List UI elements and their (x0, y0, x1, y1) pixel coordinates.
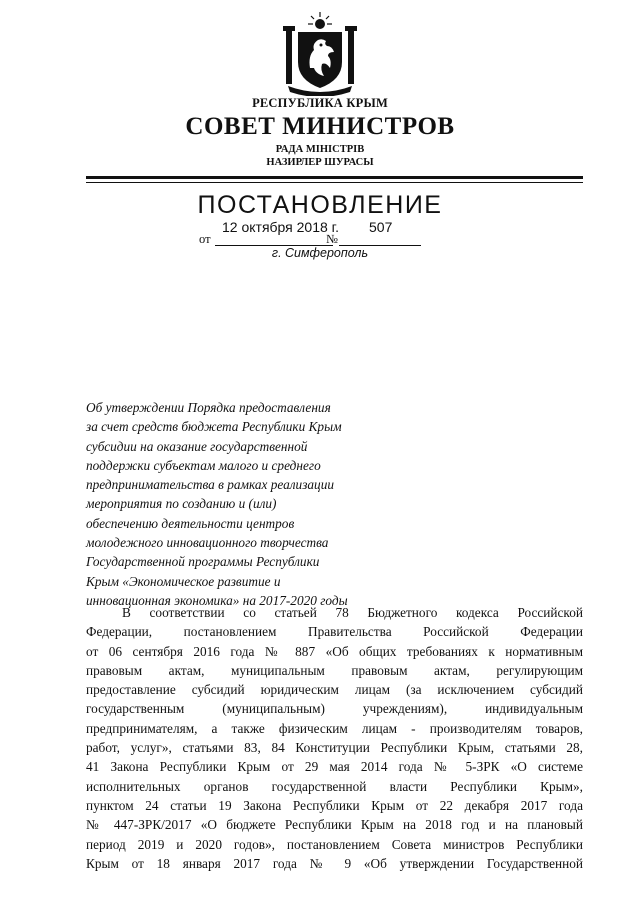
coat-of-arms-icon (270, 10, 370, 96)
document-type: ПОСТАНОВЛЕНИЕ (197, 191, 443, 219)
body-line: предоставление субсидий юридическим лицам (за исключением субсидий (86, 682, 583, 698)
decree-body (86, 603, 583, 873)
body-line: Крым от 18 января 2017 года № 9 «Об утверждении Государственной (86, 855, 583, 871)
header-divider-thin (86, 182, 583, 183)
title-line: поддержки субъектам малого и среднего (86, 457, 321, 473)
council-title-ukrainian: РАДА МІНІСТРІВ (275, 144, 365, 155)
body-line: № 447-ЗРК/2017 «О бюджете Республики Крым на 2018 год и на плановый (86, 817, 583, 833)
decree-title (86, 398, 406, 610)
title-line: за счет средств бюджета Республики Крым (86, 419, 342, 435)
title-line: мероприятия по созданию и (или) (86, 496, 277, 512)
body-line: В соответствии со статьей 78 Бюджетного кодекса Российской (122, 605, 583, 620)
republic-name: РЕСПУБЛИКА КРЫМ (252, 96, 388, 110)
council-title: СОВЕТ МИНИСТРОВ (185, 113, 455, 140)
title-line: субсидии на оказание государственной (86, 438, 308, 454)
decree-number: 507 (369, 219, 393, 235)
title-line: Об утверждении Порядка предоставления (86, 400, 331, 415)
body-line: Федерации, постановлением Правительства Российской Федерации (86, 624, 583, 640)
title-line: предпринимательства в рамках реализации (86, 477, 334, 493)
title-line: Крым «Экономическое развитие и (86, 573, 281, 589)
decree-date: 12 октября 2018 г. (222, 219, 339, 235)
council-title-crimean-tatar: НАЗИРЛЕР ШУРАСЫ (266, 157, 374, 168)
title-line: молодежного инновационного творчества (86, 535, 329, 551)
body-line: правовым актам, муниципальным правовым актам, регулирующим (86, 662, 583, 678)
header-divider-thick (86, 176, 583, 179)
body-line: работ, услуг», статьями 83, 84 Конституции Республики Крым, статьями 28, (86, 740, 583, 756)
body-line: период 2019 и 2020 годов», постановлением Совета министров Республики (86, 836, 583, 852)
body-line: 41 Закона Республики Крым от 29 мая 2014 года № 5-ЗРК «О системе (86, 759, 583, 775)
body-line: предпринимателям, а также физическим лицам - производителям товаров, (86, 720, 583, 736)
issue-city: г. Симферополь (271, 246, 369, 260)
title-line: обеспечению деятельности центров (86, 515, 295, 531)
body-line: государственным (муниципальным) учреждениям), индивидуальным (86, 701, 583, 717)
title-line: Государственной программы Республики (86, 554, 320, 570)
number-label: № (326, 232, 338, 246)
title-line: инновационная экономика» на 2017-2020 годы (86, 592, 348, 608)
body-line: исполнительных органов государственной власти Республики Крым», (86, 778, 583, 794)
body-line: пунктом 24 статьи 19 Закона Республики Крым от 22 декабря 2017 года (86, 797, 583, 813)
from-label: от (199, 232, 211, 246)
body-line: от 06 сентября 2016 года № 887 «Об общих требованиях к нормативным (86, 643, 583, 659)
